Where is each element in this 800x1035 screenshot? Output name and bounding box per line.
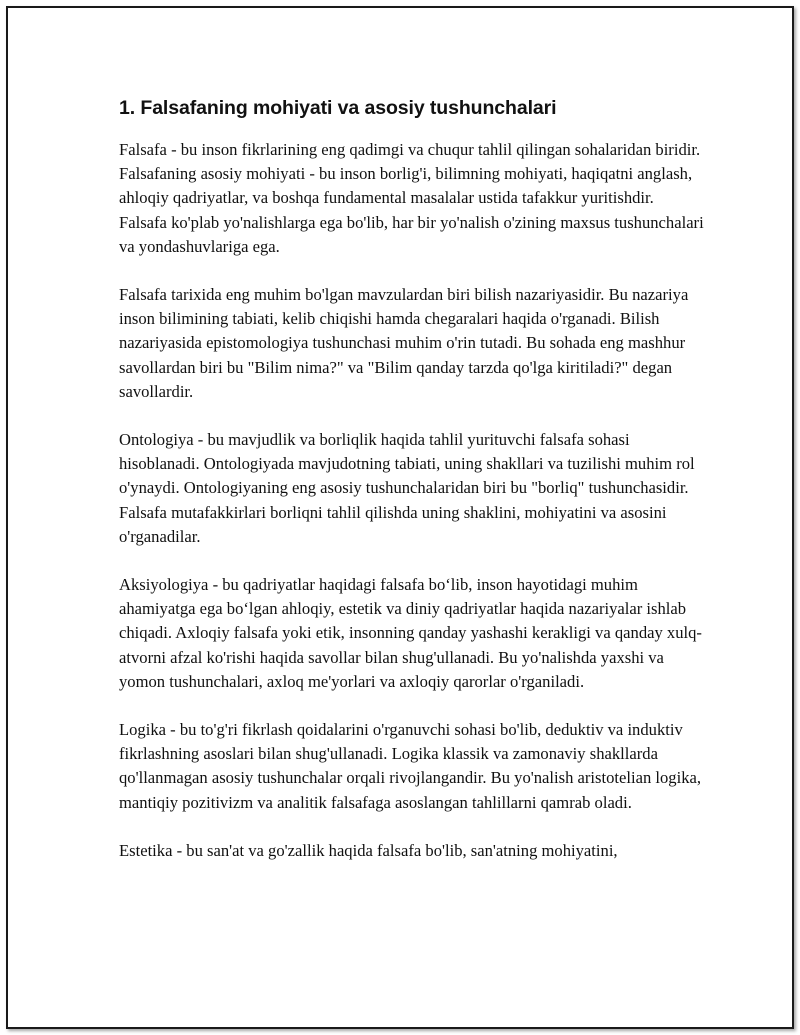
paragraph-falsafa: Falsafa - bu inson fikrlarining eng qadimgi va chuqur tahlil qilingan sohalaridan biridir. Falsafaning asosiy mohiyati - bu inson borlig'i, bilimning mohiyati, haqiqatni anglash, ahloqiy qadriyatlar, va boshqa fundamental masalalar ustida tafakkur yuritishdir. Falsafa ko'plab yo'nalishlarga ega bo'lib, har bir yo'nalish o'zining maxsus tushunchalari va yondashuvlariga ega.: [119, 140, 704, 256]
document-body: [119, 96, 704, 887]
section-heading: 1. Falsafaning mohiyati va asosiy tushunchalari: [119, 97, 557, 119]
document-page: [6, 6, 794, 1029]
paragraph-estetika: Estetika - bu san'at va go'zallik haqida falsafa bo'lib, san'atning mohiyatini,: [119, 840, 618, 860]
paragraph-logika: Logika - bu to'g'ri fikrlash qoidalarini o'rganuvchi sohasi bo'lib, deduktiv va induktiv fikrlashning asoslari bilan shug'ullanadi. Logika klassik va zamonaviy shakllarda qo'llanmagan asosiy tushunchalar orqali rivojlangandir. Bu yo'nalish aristotelian logika, mantiqiy pozitivizm va analitik falsafaga asoslangan tahlillarni qamrab oladi.: [119, 720, 702, 812]
paragraph-ontologiya: Ontologiya - bu mavjudlik va borliqlik haqida tahlil yurituvchi falsafa sohasi hisoblanadi. Ontologiyada mavjudotning tabiati, uning shakllari va tuzilishi muhim rol o'ynaydi. Ontologiyaning eng asosiy tushunchalaridan biri bu "borliq" tushunchasidir. Falsafa mutafakkirlari borliqni tahlil qilishda uning shaklini, mohiyatini va asosini o'rganadilar.: [119, 430, 695, 546]
paragraph-aksiyologiya: Aksiyologiya - bu qadriyatlar haqidagi falsafa bo‘lib, inson hayotidagi muhim ahamiyatga ega bo‘lgan ahloqiy, estetik va diniy qadriyatlar haqida nazariyalar ishlab chiqadi. Axloqiy falsafa yoki etik, insonning qanday yashashi kerakligi va qanday xulq-atvorni afzal ko'rishi haqida savollar bilan shug'ullanadi. Bu yo'nalishda yaxshi va yomon tushunchalari, axloq me'yorlari va axloqiy qarorlar o'rganiladi.: [119, 575, 702, 691]
paragraph-bilish-nazariyasi: Falsafa tarixida eng muhim bo'lgan mavzulardan biri bilish nazariyasidir. Bu nazariya inson bilimining tabiati, kelib chiqishi hamda chegaralari haqida o'rganadi. Bilish nazariyasida epistomologiya tushunchasi muhim o'rin tutadi. Bu sohada eng mashhur savollardan biri bu "Bilim nima?" va "Bilim qanday tarzda qo'lga kiritiladi?" degan savollardir.: [119, 285, 689, 401]
